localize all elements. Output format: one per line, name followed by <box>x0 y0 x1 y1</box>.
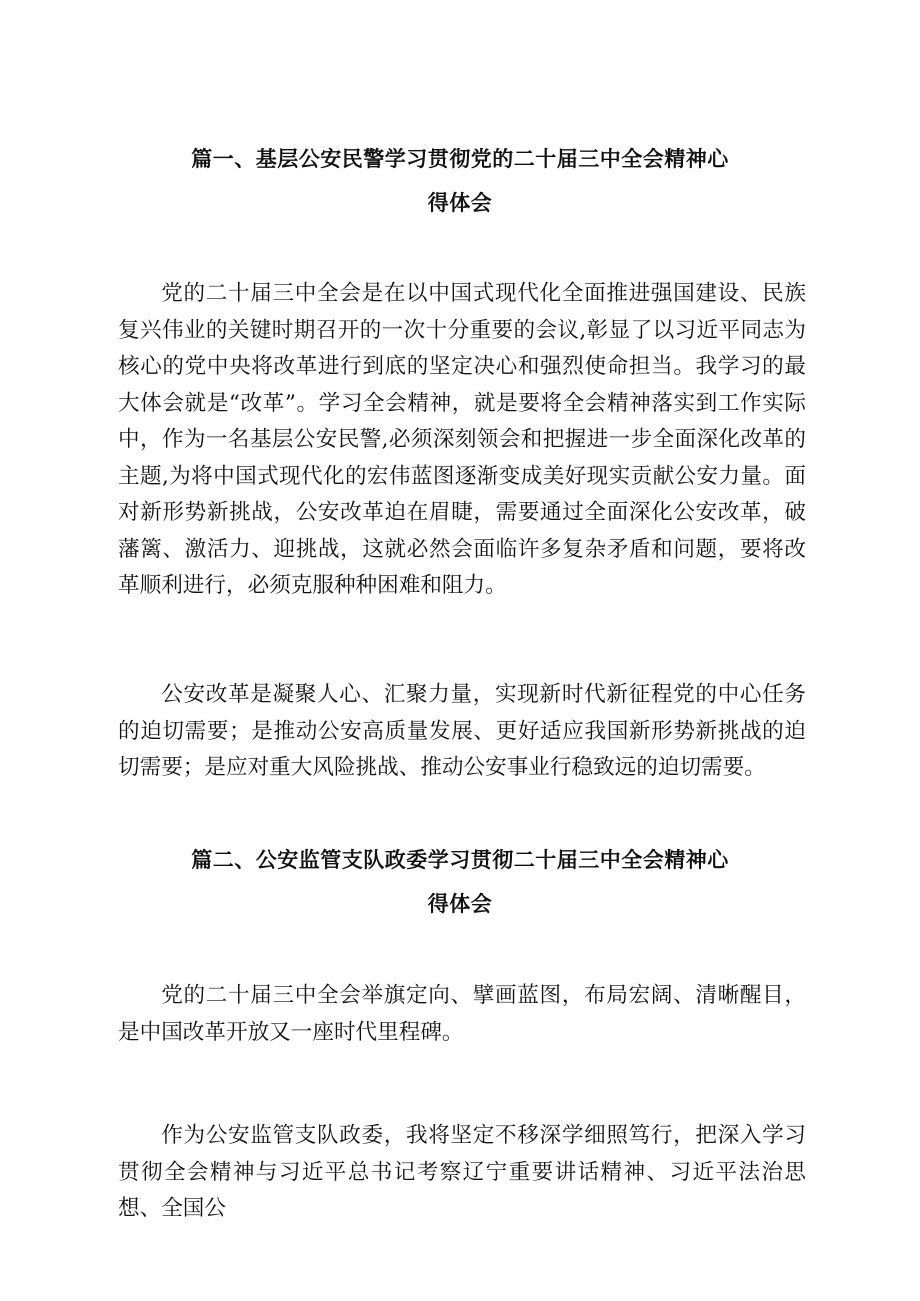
article1-title-line1: 篇一、基层公安民警学习贯彻党的二十届三中全会精神心 <box>191 146 729 171</box>
article2-paragraph-2: 作为公安监管支队政委，我将坚定不移深学细照笃行，把深入学习贯彻全会精神与习近平总书记考察辽宁重要讲话精神、习近平法治思想、全国公 <box>118 1123 806 1221</box>
article2-title-line2: 得体会 <box>427 891 493 916</box>
article1-title-line2: 得体会 <box>427 190 493 215</box>
article1-paragraph-1: 党的二十届三中全会是在以中国式现代化全面推进强国建设、民族复兴伟业的关键时期召开的一次十分重要的会议,彰显了以习近平同志为核心的党中央将改革进行到底的坚定决心和强烈使命担当。我学习的最大体会就是“改革”。学习全会精神，就是要将全会精神落实到工作实际中，作为一名基层公安民警,必须深刻领会和把握进一步全面深化改革的主题,为将中国式现代化的宏伟蓝图逐渐变成美好现实贡献公安力量。面对新形势新挑战，公安改革迫在眉睫，需要通过全面深化公安改革，破藩篱、激活力、迎挑战，这就必然会面临许多复杂矛盾和问题，要将改革顺利进行，必须克服种种困难和阻力。 <box>118 281 806 598</box>
article2-title-line1: 篇二、公安监管支队政委学习贯彻二十届三中全会精神心 <box>191 847 729 872</box>
article1-paragraph-2: 公安改革是凝聚人心、汇聚力量，实现新时代新征程党的中心任务的迫切需要；是推动公安高质量发展、更好适应我国新形势新挑战的迫切需要；是应对重大风险挑战、推动公安事业行稳致远的迫切需要。 <box>118 682 806 780</box>
article2-paragraph-1: 党的二十届三中全会举旗定向、擘画蓝图，布局宏阔、清晰醒目，是中国改革开放又一座时代里程碑。 <box>118 983 806 1045</box>
